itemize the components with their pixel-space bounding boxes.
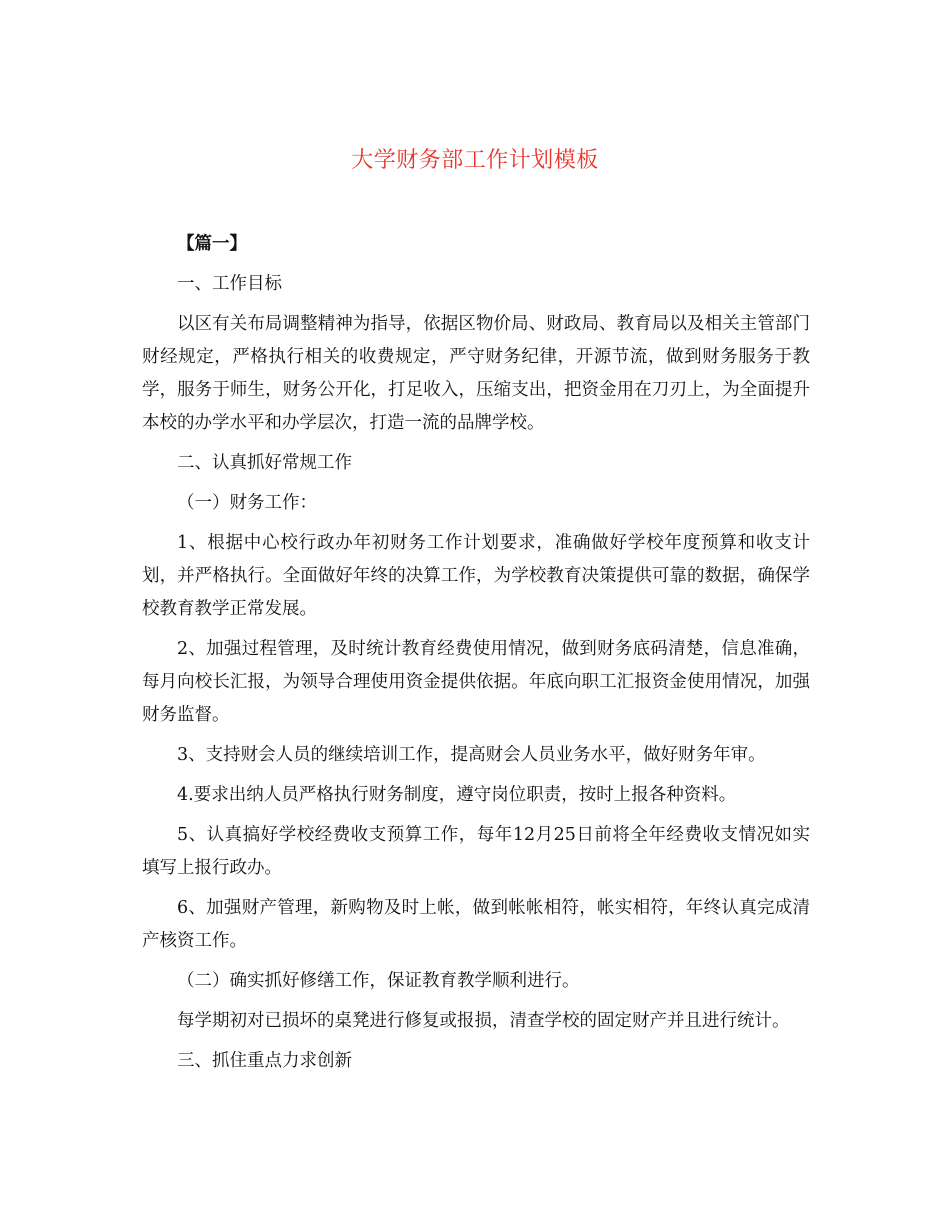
document-body: [142, 228, 810, 1085]
heading-routine-work: 二、认真抓好常规工作: [177, 453, 352, 473]
list-item-1: 1、根据中心校行政办年初财务工作计划要求，准确做好学校年度预算和收支计划，并严格执行。全面做好年终的决算工作，为学校教育决策提供可靠的数据，确保学校教育教学正常发展。: [142, 533, 810, 619]
section-label: 【篇一】: [177, 234, 247, 254]
list-item-6: 6、加强财产管理，新购物及时上帐，做到帐帐相符，帐实相符，年终认真完成清产核资工作。: [142, 898, 810, 951]
heading-focus-innovation: 三、抓住重点力求创新: [177, 1051, 352, 1071]
subheading-finance-work: （一）财务工作：: [177, 493, 317, 513]
heading-work-goals: 一、工作目标: [177, 274, 282, 294]
document-title: 大学财务部工作计划模板: [351, 148, 599, 173]
list-item-3: 3、支持财会人员的继续培训工作，提高财会人员业务水平，做好财务年审。: [177, 745, 766, 765]
paragraph-repair-body: 每学期初对已损坏的桌凳进行修复或报损，清查学校的固定财产并且进行统计。: [177, 1011, 790, 1031]
list-item-5: 5、认真搞好学校经费收支预算工作，每年12月25日前将全年经费收支情况如实填写上报行政办。: [142, 825, 810, 878]
list-item-4: 4.要求出纳人员严格执行财务制度，遵守岗位职责，按时上报各种资料。: [177, 785, 737, 805]
subheading-repair-work: （二）确实抓好修缮工作，保证教育教学顺利进行。: [177, 971, 580, 991]
paragraph-goals-body: 以区有关布局调整精神为指导，依据区物价局、财政局、教育局以及相关主管部门财经规定，严格执行相关的收费规定，严守财务纪律，开源节流，做到财务服务于教学，服务于师生，财务公开化，打足收入，压缩支出，把资金用在刀刃上，为全面提升本校的办学水平和办学层次，打造一流的品牌学校。: [142, 314, 810, 433]
list-item-2: 2、加强过程管理，及时统计教育经费使用情况，做到财务底码清楚，信息准确，每月向校长汇报，为领导合理使用资金提供依据。年底向职工汇报资金使用情况，加强财务监督。: [142, 639, 810, 725]
